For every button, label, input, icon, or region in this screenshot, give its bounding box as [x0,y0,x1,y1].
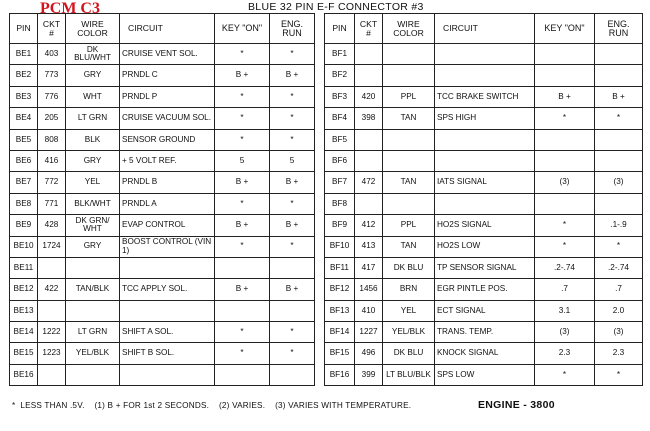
table-row [10,279,315,300]
col-header-eng-run: ENG. RUN [595,14,643,44]
circuit-cell [435,44,535,65]
key-on-cell: (3) [535,172,595,193]
key-on-cell: B + [535,86,595,107]
key-on-cell: .2-.74 [535,257,595,278]
key-on-cell [215,257,270,278]
pcm-label: PCM C3 [40,0,100,17]
col-header-circuit: CIRCUIT [120,14,215,44]
key-on-cell: * [535,236,595,257]
pin-cell: BE13 [10,300,38,321]
pin-cell: BE8 [10,193,38,214]
wire-color-cell: DK BLU [383,343,435,364]
ckt-cell: 205 [38,108,66,129]
eng-run-cell: B + [270,172,315,193]
table-row [10,236,315,257]
wire-color-cell: TAN [383,172,435,193]
circuit-cell [120,300,215,321]
ckt-cell: 422 [38,279,66,300]
key-on-cell [535,193,595,214]
key-on-cell: B + [215,65,270,86]
table-row [325,129,643,150]
pin-cell: BF16 [325,364,355,385]
pin-cell: BF1 [325,44,355,65]
wire-color-cell: TAN [383,236,435,257]
eng-run-cell: B + [270,215,315,236]
wire-color-cell [66,257,120,278]
pin-cell: BE15 [10,343,38,364]
wire-color-cell: TAN/BLK [66,279,120,300]
eng-run-cell: B + [270,65,315,86]
ckt-cell: 808 [38,129,66,150]
eng-run-cell: * [270,129,315,150]
pin-cell: BE16 [10,364,38,385]
ckt-cell: 412 [355,215,383,236]
eng-run-cell: * [270,322,315,343]
table-row [10,129,315,150]
ckt-cell: 776 [38,86,66,107]
eng-run-cell: 5 [270,150,315,171]
eng-run-cell: B + [595,86,643,107]
circuit-cell: SENSOR GROUND [120,129,215,150]
pin-table-left [9,13,315,386]
circuit-cell: TP SENSOR SIGNAL [435,257,535,278]
eng-run-cell [595,129,643,150]
ckt-cell: 410 [355,300,383,321]
key-on-cell: * [535,215,595,236]
pin-cell: BE11 [10,257,38,278]
eng-run-cell: * [270,44,315,65]
table-row [325,257,643,278]
table-row [10,193,315,214]
ckt-cell: 772 [38,172,66,193]
eng-run-cell [595,65,643,86]
pin-cell: BE9 [10,215,38,236]
eng-run-cell [595,150,643,171]
circuit-cell: HO2S LOW [435,236,535,257]
circuit-cell: CRUISE VENT SOL. [120,44,215,65]
wire-color-cell: GRY [66,150,120,171]
engine-label: ENGINE - 3800 [478,399,555,411]
eng-run-cell: 2.3 [595,343,643,364]
table-row [10,257,315,278]
table-row [10,322,315,343]
circuit-cell: BOOST CONTROL (VIN 1) [120,236,215,257]
pin-table-right [324,13,643,386]
table-row [325,108,643,129]
key-on-cell: * [215,193,270,214]
col-header-ckt: CKT # [355,14,383,44]
table-row [325,322,643,343]
wire-color-cell [383,65,435,86]
eng-run-cell: (3) [595,172,643,193]
eng-run-cell [270,300,315,321]
ckt-cell [355,193,383,214]
table-row [325,215,643,236]
ckt-cell: 417 [355,257,383,278]
ckt-cell: 1223 [38,343,66,364]
table-row [325,65,643,86]
wire-color-cell: BRN [383,279,435,300]
wire-color-cell: DK BLU/WHT [66,44,120,65]
table-row [10,150,315,171]
wire-color-cell [383,44,435,65]
key-on-cell [215,364,270,385]
table-row [10,65,315,86]
eng-run-cell: * [595,236,643,257]
pin-cell: BF7 [325,172,355,193]
wire-color-cell [383,193,435,214]
pin-cell: BF11 [325,257,355,278]
key-on-cell: B + [215,279,270,300]
ckt-cell: 472 [355,172,383,193]
pin-cell: BF9 [325,215,355,236]
eng-run-cell [595,44,643,65]
eng-run-cell: .1-.9 [595,215,643,236]
pin-cell: BE3 [10,86,38,107]
key-on-cell: B + [215,172,270,193]
ckt-cell [38,257,66,278]
table-row [325,364,643,385]
wire-color-cell: BLK [66,129,120,150]
key-on-cell: * [215,129,270,150]
circuit-cell [435,129,535,150]
circuit-cell: EVAP CONTROL [120,215,215,236]
ckt-cell: 1456 [355,279,383,300]
pin-cell: BE4 [10,108,38,129]
table-row [325,150,643,171]
eng-run-cell [270,257,315,278]
table-row [325,193,643,214]
ckt-cell: 771 [38,193,66,214]
pin-cell: BE7 [10,172,38,193]
ckt-cell [38,364,66,385]
pin-cell: BF5 [325,129,355,150]
eng-run-cell: * [270,236,315,257]
pin-cell: BF2 [325,65,355,86]
ckt-cell: 1222 [38,322,66,343]
circuit-cell [435,65,535,86]
circuit-cell: ECT SIGNAL [435,300,535,321]
wire-color-cell: LT GRN [66,108,120,129]
col-header-circuit: CIRCUIT [435,14,535,44]
table-row [10,215,315,236]
key-on-cell: B + [215,215,270,236]
key-on-cell: 2.3 [535,343,595,364]
key-on-cell [535,65,595,86]
circuit-cell: IATS SIGNAL [435,172,535,193]
ckt-cell: 398 [355,108,383,129]
pin-cell: BF8 [325,193,355,214]
eng-run-cell [595,193,643,214]
ckt-cell: 403 [38,44,66,65]
key-on-cell [535,150,595,171]
table-row [10,172,315,193]
circuit-cell: SPS LOW [435,364,535,385]
circuit-cell: TRANS. TEMP. [435,322,535,343]
wire-color-cell: TAN [383,108,435,129]
pin-cell: BF14 [325,322,355,343]
wire-color-cell: YEL [66,172,120,193]
wire-color-cell: YEL/BLK [66,343,120,364]
ckt-cell [355,65,383,86]
eng-run-cell: B + [270,279,315,300]
key-on-cell: * [535,108,595,129]
wire-color-cell: WHT [66,86,120,107]
circuit-cell: EGR PINTLE POS. [435,279,535,300]
wire-color-cell: GRY [66,236,120,257]
key-on-cell: * [215,86,270,107]
pin-cell: BE1 [10,44,38,65]
col-header-ckt: CKT # [38,14,66,44]
key-on-cell: * [215,236,270,257]
eng-run-cell [270,364,315,385]
connector-title: BLUE 32 PIN E-F CONNECTOR #3 [248,1,424,13]
wire-color-cell: LT BLU/BLK [383,364,435,385]
table-row [325,236,643,257]
col-header-key-on: KEY "ON" [215,14,270,44]
key-on-cell: .7 [535,279,595,300]
wire-color-cell: DK BLU [383,257,435,278]
pin-cell: BE10 [10,236,38,257]
pin-cell: BF10 [325,236,355,257]
pin-cell: BF12 [325,279,355,300]
table-row [325,44,643,65]
eng-run-cell: .2-.74 [595,257,643,278]
table-row [10,108,315,129]
circuit-cell: SHIFT A SOL. [120,322,215,343]
eng-run-cell: 2.0 [595,300,643,321]
table-row [10,86,315,107]
wire-color-cell: GRY [66,65,120,86]
pin-cell: BE12 [10,279,38,300]
wire-color-cell [383,129,435,150]
key-on-cell: * [215,343,270,364]
eng-run-cell: * [595,364,643,385]
eng-run-cell: * [270,343,315,364]
wire-color-cell: DK GRN/ WHT [66,215,120,236]
key-on-cell: * [215,108,270,129]
pin-cell: BF3 [325,86,355,107]
circuit-cell: PRNDL A [120,193,215,214]
pin-cell: BE2 [10,65,38,86]
table-row [10,300,315,321]
circuit-cell: SHIFT B SOL. [120,343,215,364]
eng-run-cell: * [595,108,643,129]
footnote: * LESS THAN .5V. (1) B + FOR 1st 2 SECONDS. (2) VARIES. (3) VARIES WITH TEMPERATURE. [12,401,412,410]
pin-cell: BF6 [325,150,355,171]
circuit-cell [120,364,215,385]
pin-cell: BF15 [325,343,355,364]
circuit-cell: TCC APPLY SOL. [120,279,215,300]
circuit-cell [435,193,535,214]
key-on-cell: (3) [535,322,595,343]
eng-run-cell: * [270,193,315,214]
col-header-wire-color: WIRE COLOR [66,14,120,44]
table-row [10,44,315,65]
circuit-cell: PRNDL P [120,86,215,107]
ckt-cell: 416 [38,150,66,171]
table-row [10,364,315,385]
wire-color-cell [66,364,120,385]
ckt-cell: 773 [38,65,66,86]
table-row [325,172,643,193]
wire-color-cell: PPL [383,215,435,236]
wire-color-cell: PPL [383,86,435,107]
circuit-cell: PRNDL C [120,65,215,86]
circuit-cell: CRUISE VACUUM SOL. [120,108,215,129]
wire-color-cell: LT GRN [66,322,120,343]
wire-color-cell: YEL/BLK [383,322,435,343]
wire-color-cell [383,150,435,171]
ckt-cell [355,150,383,171]
ckt-cell [355,44,383,65]
key-on-cell: * [215,44,270,65]
key-on-cell: 3.1 [535,300,595,321]
circuit-cell: SPS HIGH [435,108,535,129]
key-on-cell [535,129,595,150]
col-header-eng-run: ENG. RUN [270,14,315,44]
table-row [10,343,315,364]
ckt-cell [38,300,66,321]
pin-cell: BF4 [325,108,355,129]
key-on-cell [535,44,595,65]
ckt-cell: 1724 [38,236,66,257]
ckt-cell: 420 [355,86,383,107]
ckt-cell: 428 [38,215,66,236]
table-row [325,300,643,321]
circuit-cell: KNOCK SIGNAL [435,343,535,364]
eng-run-cell: (3) [595,322,643,343]
circuit-cell [120,257,215,278]
table-row [325,279,643,300]
eng-run-cell: * [270,108,315,129]
ckt-cell: 496 [355,343,383,364]
key-on-cell: 5 [215,150,270,171]
key-on-cell: * [535,364,595,385]
wire-color-cell [66,300,120,321]
table-header-row [10,14,315,44]
eng-run-cell: .7 [595,279,643,300]
circuit-cell: HO2S SIGNAL [435,215,535,236]
circuit-cell: + 5 VOLT REF. [120,150,215,171]
table-row [325,86,643,107]
key-on-cell [215,300,270,321]
table-row [325,343,643,364]
eng-run-cell: * [270,86,315,107]
pin-cell: BE14 [10,322,38,343]
ckt-cell [355,129,383,150]
table-header-row [325,14,643,44]
pin-cell: BF13 [325,300,355,321]
ckt-cell: 413 [355,236,383,257]
ckt-cell: 1227 [355,322,383,343]
circuit-cell: TCC BRAKE SWITCH [435,86,535,107]
key-on-cell: * [215,322,270,343]
col-header-wire-color: WIRE COLOR [383,14,435,44]
wire-color-cell: BLK/WHT [66,193,120,214]
col-header-key-on: KEY "ON" [535,14,595,44]
col-header-pin: PIN [10,14,38,44]
wire-color-cell: YEL [383,300,435,321]
ckt-cell: 399 [355,364,383,385]
circuit-cell [435,150,535,171]
pin-cell: BE6 [10,150,38,171]
col-header-pin: PIN [325,14,355,44]
circuit-cell: PRNDL B [120,172,215,193]
pin-cell: BE5 [10,129,38,150]
